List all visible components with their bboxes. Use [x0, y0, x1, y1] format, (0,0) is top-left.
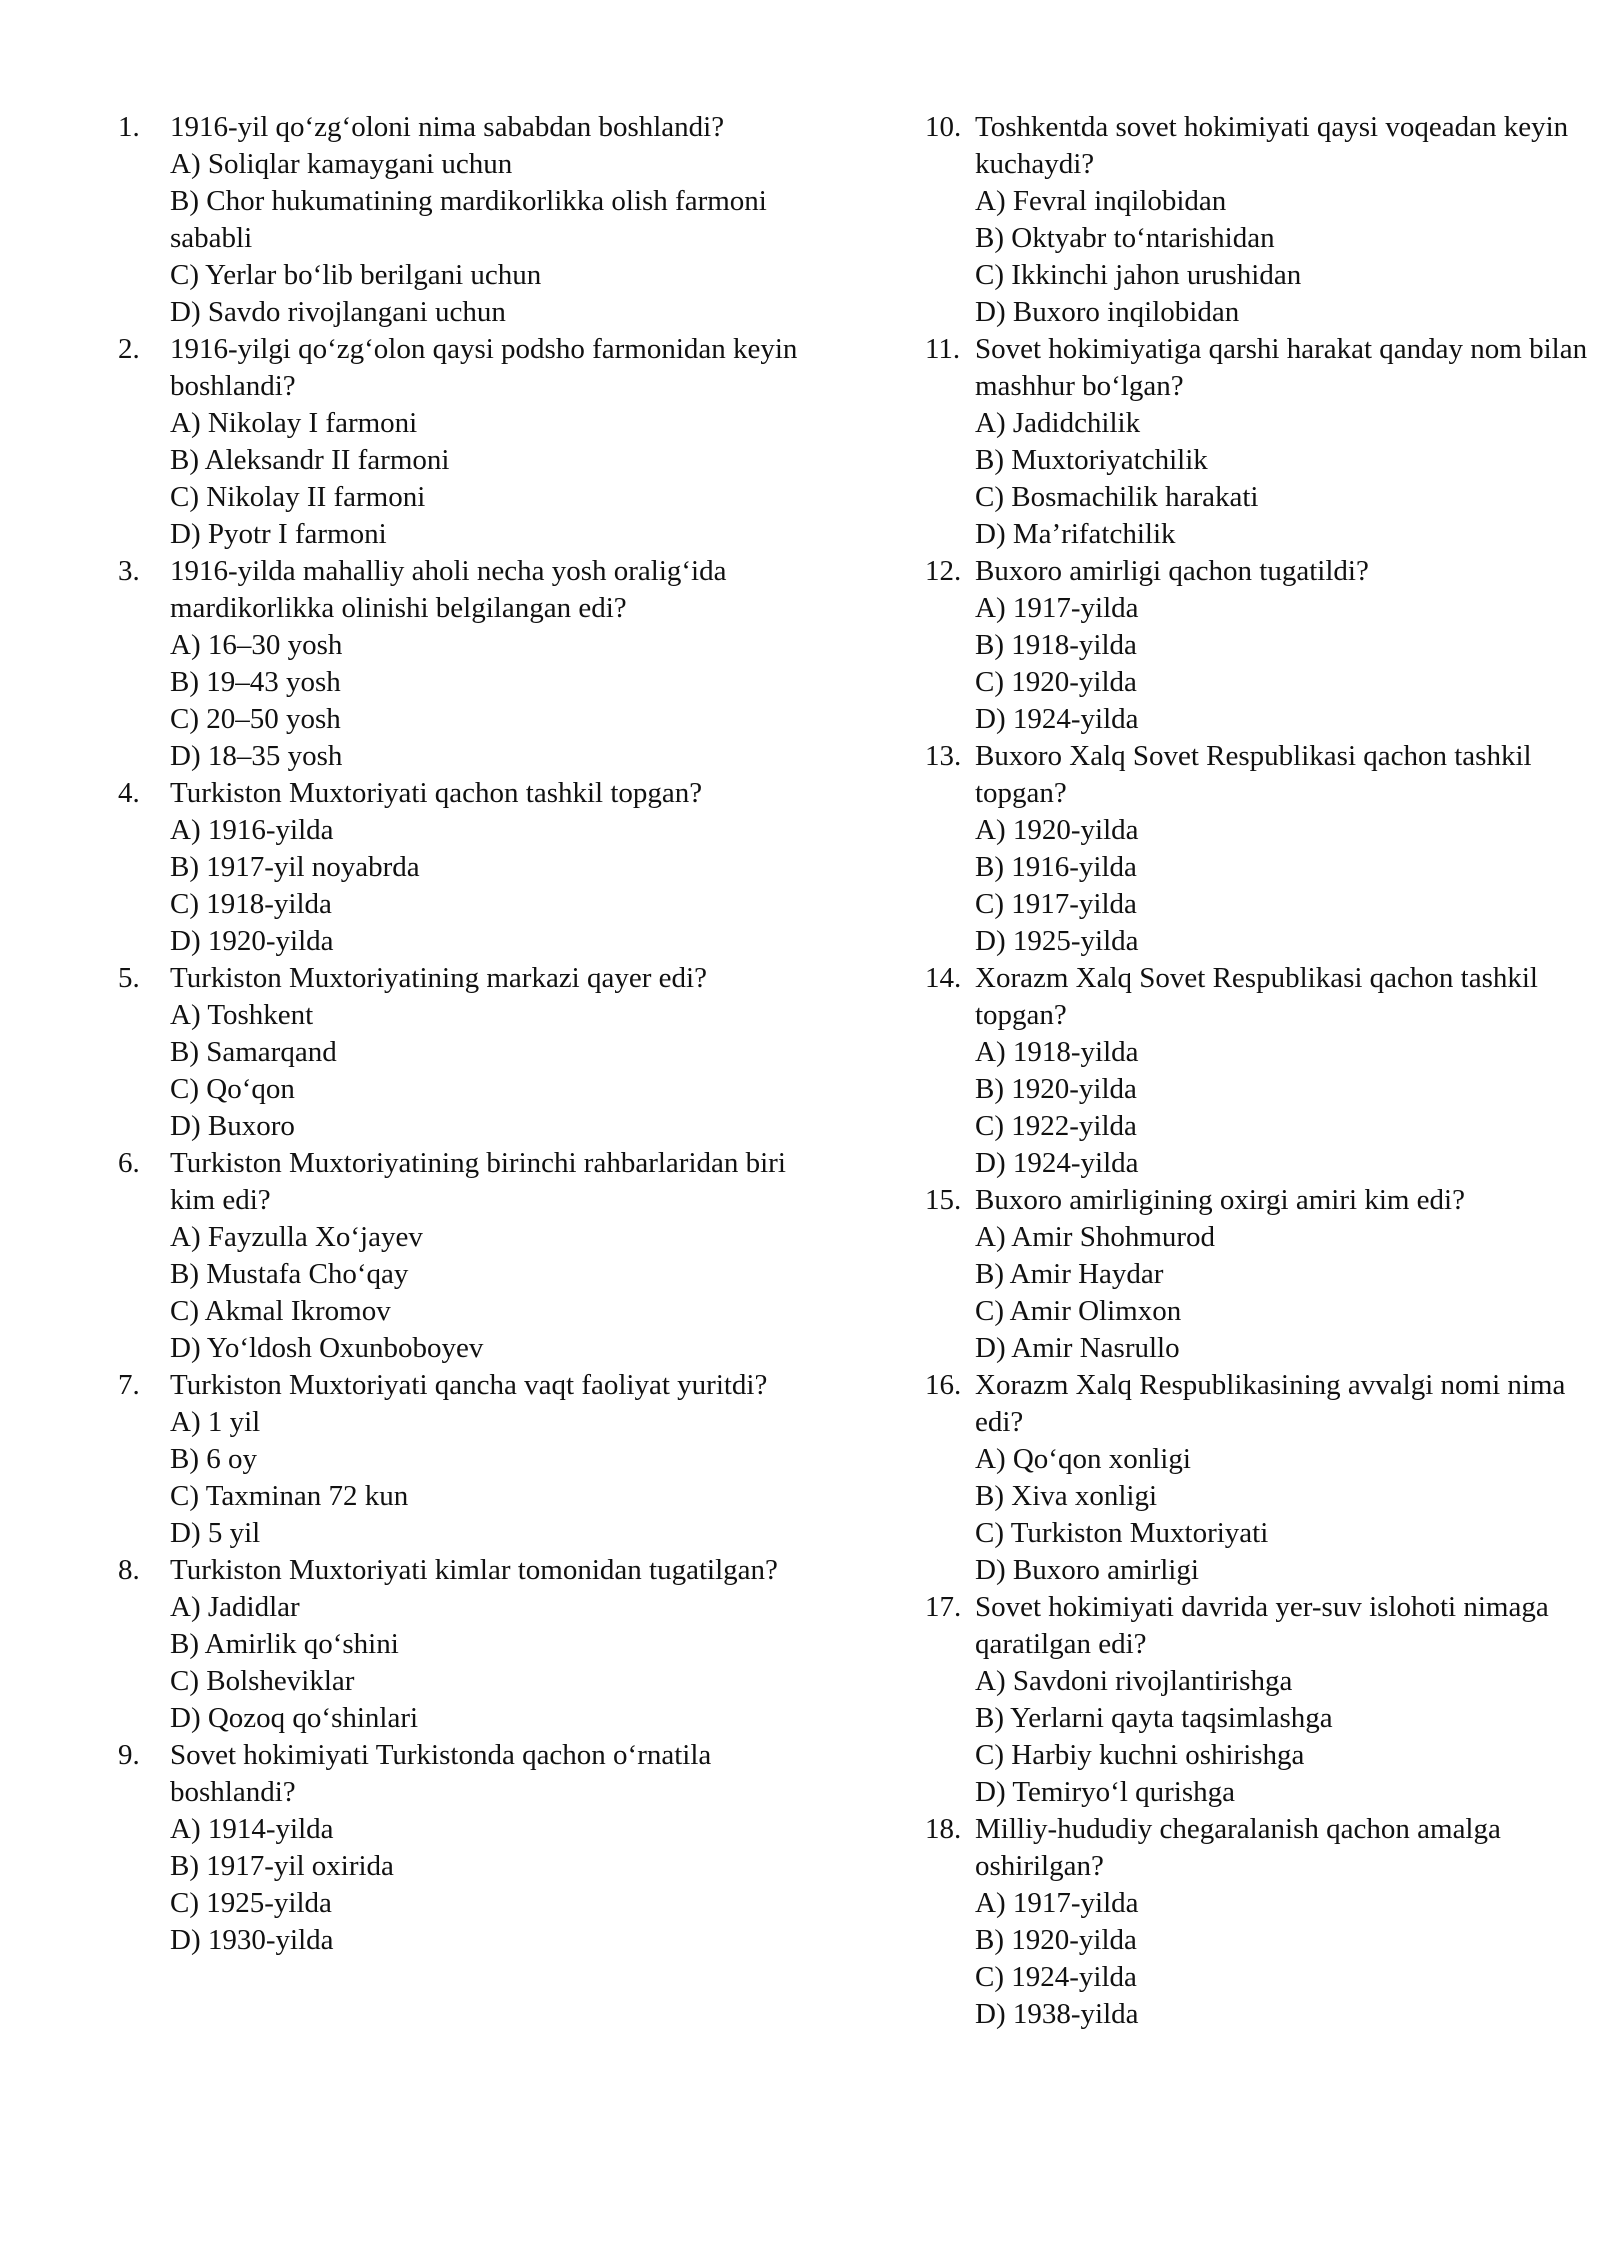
question-item — [925, 1367, 1590, 1589]
question-text: Buxoro Xalq Sovet Respublikasi qachon tashkil topgan? — [975, 740, 1532, 809]
question-item — [118, 331, 808, 553]
answer-option-c: C) Yerlar bo‘lib berilgani uchun — [170, 259, 542, 291]
answer-option-b: B) Oktyabr to‘ntarishidan — [975, 222, 1275, 254]
question-number: 17. — [925, 1591, 962, 1623]
answer-option-c: C) Harbiy kuchni oshirishga — [975, 1739, 1305, 1771]
answer-option-a: A) 1914-yilda — [170, 1813, 334, 1845]
question-number: 10. — [925, 111, 962, 143]
question-text: Toshkentda sovet hokimiyati qaysi voqeadan keyin kuchaydi? — [975, 111, 1569, 180]
question-item — [118, 1145, 808, 1367]
answer-option-a: A) 1917-yilda — [975, 592, 1139, 624]
question-item — [925, 109, 1590, 331]
question-text: Sovet hokimiyati davrida yer-suv islohoti nimaga qaratilgan edi? — [975, 1591, 1549, 1660]
question-text: Turkiston Muxtoriyati qancha vaqt faoliyat yuritdi? — [170, 1369, 768, 1401]
answer-option-d: D) 1925-yilda — [975, 925, 1139, 957]
answer-option-c: C) 1922-yilda — [975, 1110, 1137, 1142]
question-text: 1916-yil qo‘zg‘oloni nima sababdan boshlandi? — [170, 111, 725, 143]
question-item — [925, 738, 1590, 960]
answer-option-c: C) Ikkinchi jahon urushidan — [975, 259, 1302, 291]
answer-option-a: A) 1920-yilda — [975, 814, 1139, 846]
question-text: Xorazm Xalq Respublikasining avvalgi nomi nima edi? — [975, 1369, 1566, 1438]
question-number: 14. — [925, 962, 962, 994]
question-number: 18. — [925, 1813, 962, 1845]
answer-option-c: C) Akmal Ikromov — [170, 1295, 391, 1327]
question-number: 3. — [118, 555, 140, 587]
question-number: 9. — [118, 1739, 140, 1771]
question-text: Turkiston Muxtoriyatining markazi qayer edi? — [170, 962, 707, 994]
question-item — [118, 1737, 808, 1959]
answer-option-d: D) Buxoro — [170, 1110, 295, 1142]
answer-option-c: C) Nikolay II farmoni — [170, 481, 426, 513]
answer-option-c: C) 1917-yilda — [975, 888, 1137, 920]
answer-option-a: A) Nikolay I farmoni — [170, 407, 418, 439]
question-text: Milliy-hududiy chegaralanish qachon amalga oshirilgan? — [975, 1813, 1501, 1882]
answer-option-d: D) Temiryo‘l qurishga — [975, 1776, 1235, 1808]
answer-option-b: B) Samarqand — [170, 1036, 337, 1068]
answer-option-b: B) 1918-yilda — [975, 629, 1137, 661]
answer-option-c: C) 1925-yilda — [170, 1887, 332, 1919]
answer-option-c: C) 20–50 yosh — [170, 703, 341, 735]
answer-option-b: B) 1917-yil noyabrda — [170, 851, 420, 883]
question-item — [925, 960, 1590, 1182]
question-text: Turkiston Muxtoriyati qachon tashkil topgan? — [170, 777, 703, 809]
answer-option-a: A) Fevral inqilobidan — [975, 185, 1227, 217]
answer-option-a: A) Soliqlar kamaygani uchun — [170, 148, 513, 180]
answer-option-a: A) 1918-yilda — [975, 1036, 1139, 1068]
answer-option-b: B) 1920-yilda — [975, 1073, 1137, 1105]
right-column — [925, 109, 1590, 2033]
answer-option-b: B) 1916-yilda — [975, 851, 1137, 883]
answer-option-d: D) Ma’rifatchilik — [975, 518, 1176, 550]
answer-option-d: D) 1920-yilda — [170, 925, 334, 957]
answer-option-a: A) Toshkent — [170, 999, 314, 1031]
question-number: 7. — [118, 1369, 140, 1401]
answer-option-a: A) 1917-yilda — [975, 1887, 1139, 1919]
answer-option-b: B) Yerlarni qayta taqsimlashga — [975, 1702, 1333, 1734]
answer-option-d: D) Pyotr I farmoni — [170, 518, 387, 550]
answer-option-a: A) Qo‘qon xonligi — [975, 1443, 1191, 1475]
answer-option-d: D) 18–35 yosh — [170, 740, 343, 772]
left-column — [118, 109, 808, 1959]
answer-option-b: B) Amir Haydar — [975, 1258, 1164, 1290]
question-item — [118, 960, 808, 1145]
question-item — [925, 1811, 1590, 2033]
question-text: 1916-yilda mahalliy aholi necha yosh oralig‘ida mardikorlikka olinishi belgilangan edi? — [170, 555, 727, 624]
question-number: 11. — [925, 333, 961, 365]
question-number: 15. — [925, 1184, 962, 1216]
answer-option-a: A) 1 yil — [170, 1406, 261, 1438]
question-item — [925, 553, 1590, 738]
answer-option-a: A) 16–30 yosh — [170, 629, 343, 661]
question-item — [925, 1182, 1590, 1367]
question-text: Buxoro amirligining oxirgi amiri kim edi? — [975, 1184, 1465, 1216]
answer-option-d: D) Savdo rivojlangani uchun — [170, 296, 506, 328]
question-item — [118, 553, 808, 775]
question-text: Sovet hokimiyatiga qarshi harakat qanday nom bilan mashhur bo‘lgan? — [975, 333, 1588, 402]
question-text: Buxoro amirligi qachon tugatildi? — [975, 555, 1369, 587]
question-text: Xorazm Xalq Sovet Respublikasi qachon tashkil topgan? — [975, 962, 1538, 1031]
answer-option-b: B) 6 oy — [170, 1443, 257, 1475]
answer-option-d: D) Qozoq qo‘shinlari — [170, 1702, 419, 1734]
answer-option-c: C) 1924-yilda — [975, 1961, 1137, 1993]
answer-option-a: A) Savdoni rivojlantirishga — [975, 1665, 1293, 1697]
question-item — [118, 775, 808, 960]
question-text: 1916-yilgi qo‘zg‘olon qaysi podsho farmonidan keyin boshlandi? — [170, 333, 798, 402]
question-number: 8. — [118, 1554, 140, 1586]
question-number: 5. — [118, 962, 140, 994]
question-number: 13. — [925, 740, 962, 772]
question-number: 1. — [118, 111, 140, 143]
question-number: 2. — [118, 333, 140, 365]
answer-option-d: D) 1924-yilda — [975, 703, 1139, 735]
answer-option-b: B) Mustafa Cho‘qay — [170, 1258, 409, 1290]
question-item — [925, 1589, 1590, 1811]
answer-option-a: A) Jadidlar — [170, 1591, 300, 1623]
answer-option-d: D) 1924-yilda — [975, 1147, 1139, 1179]
question-number: 12. — [925, 555, 962, 587]
question-number: 6. — [118, 1147, 140, 1179]
answer-option-a: A) 1916-yilda — [170, 814, 334, 846]
answer-option-b: B) Amirlik qo‘shini — [170, 1628, 399, 1660]
question-text: Turkiston Muxtoriyatining birinchi rahbarlaridan biri kim edi? — [170, 1147, 786, 1216]
answer-option-b: B) Xiva xonligi — [975, 1480, 1158, 1512]
answer-option-c: C) Bosmachilik harakati — [975, 481, 1259, 513]
question-item — [118, 109, 808, 331]
answer-option-d: D) Buxoro inqilobidan — [975, 296, 1240, 328]
question-item — [925, 331, 1590, 553]
answer-option-c: C) Taxminan 72 kun — [170, 1480, 409, 1512]
answer-option-d: D) 1938-yilda — [975, 1998, 1139, 2030]
answer-option-c: C) 1920-yilda — [975, 666, 1137, 698]
answer-option-c: C) Amir Olimxon — [975, 1295, 1182, 1327]
answer-option-b: B) 1920-yilda — [975, 1924, 1137, 1956]
answer-option-b: B) 19–43 yosh — [170, 666, 341, 698]
answer-option-b: B) Muxtoriyatchilik — [975, 444, 1208, 476]
question-item — [118, 1367, 808, 1552]
answer-option-d: D) 1930-yilda — [170, 1924, 334, 1956]
answer-option-a: A) Amir Shohmurod — [975, 1221, 1216, 1253]
answer-option-b: B) Chor hukumatining mardikorlikka olish farmoni sababli — [170, 185, 767, 254]
answer-option-c: C) Bolsheviklar — [170, 1665, 355, 1697]
question-number: 4. — [118, 777, 140, 809]
answer-option-c: C) Qo‘qon — [170, 1073, 295, 1105]
answer-option-c: C) Turkiston Muxtoriyati — [975, 1517, 1269, 1549]
answer-option-a: A) Fayzulla Xo‘jayev — [170, 1221, 423, 1253]
answer-option-a: A) Jadidchilik — [975, 407, 1141, 439]
answer-option-d: D) 5 yil — [170, 1517, 261, 1549]
question-item — [118, 1552, 808, 1737]
answer-option-b: B) 1917-yil oxirida — [170, 1850, 394, 1882]
question-text: Turkiston Muxtoriyati kimlar tomonidan tugatilgan? — [170, 1554, 778, 1586]
answer-option-c: C) 1918-yilda — [170, 888, 332, 920]
answer-option-d: D) Buxoro amirligi — [975, 1554, 1199, 1586]
answer-option-d: D) Yo‘ldosh Oxunboboyev — [170, 1332, 484, 1364]
question-number: 16. — [925, 1369, 962, 1401]
answer-option-d: D) Amir Nasrullo — [975, 1332, 1180, 1364]
question-text: Sovet hokimiyati Turkistonda qachon o‘rnatila boshlandi? — [170, 1739, 712, 1808]
answer-option-b: B) Aleksandr II farmoni — [170, 444, 450, 476]
